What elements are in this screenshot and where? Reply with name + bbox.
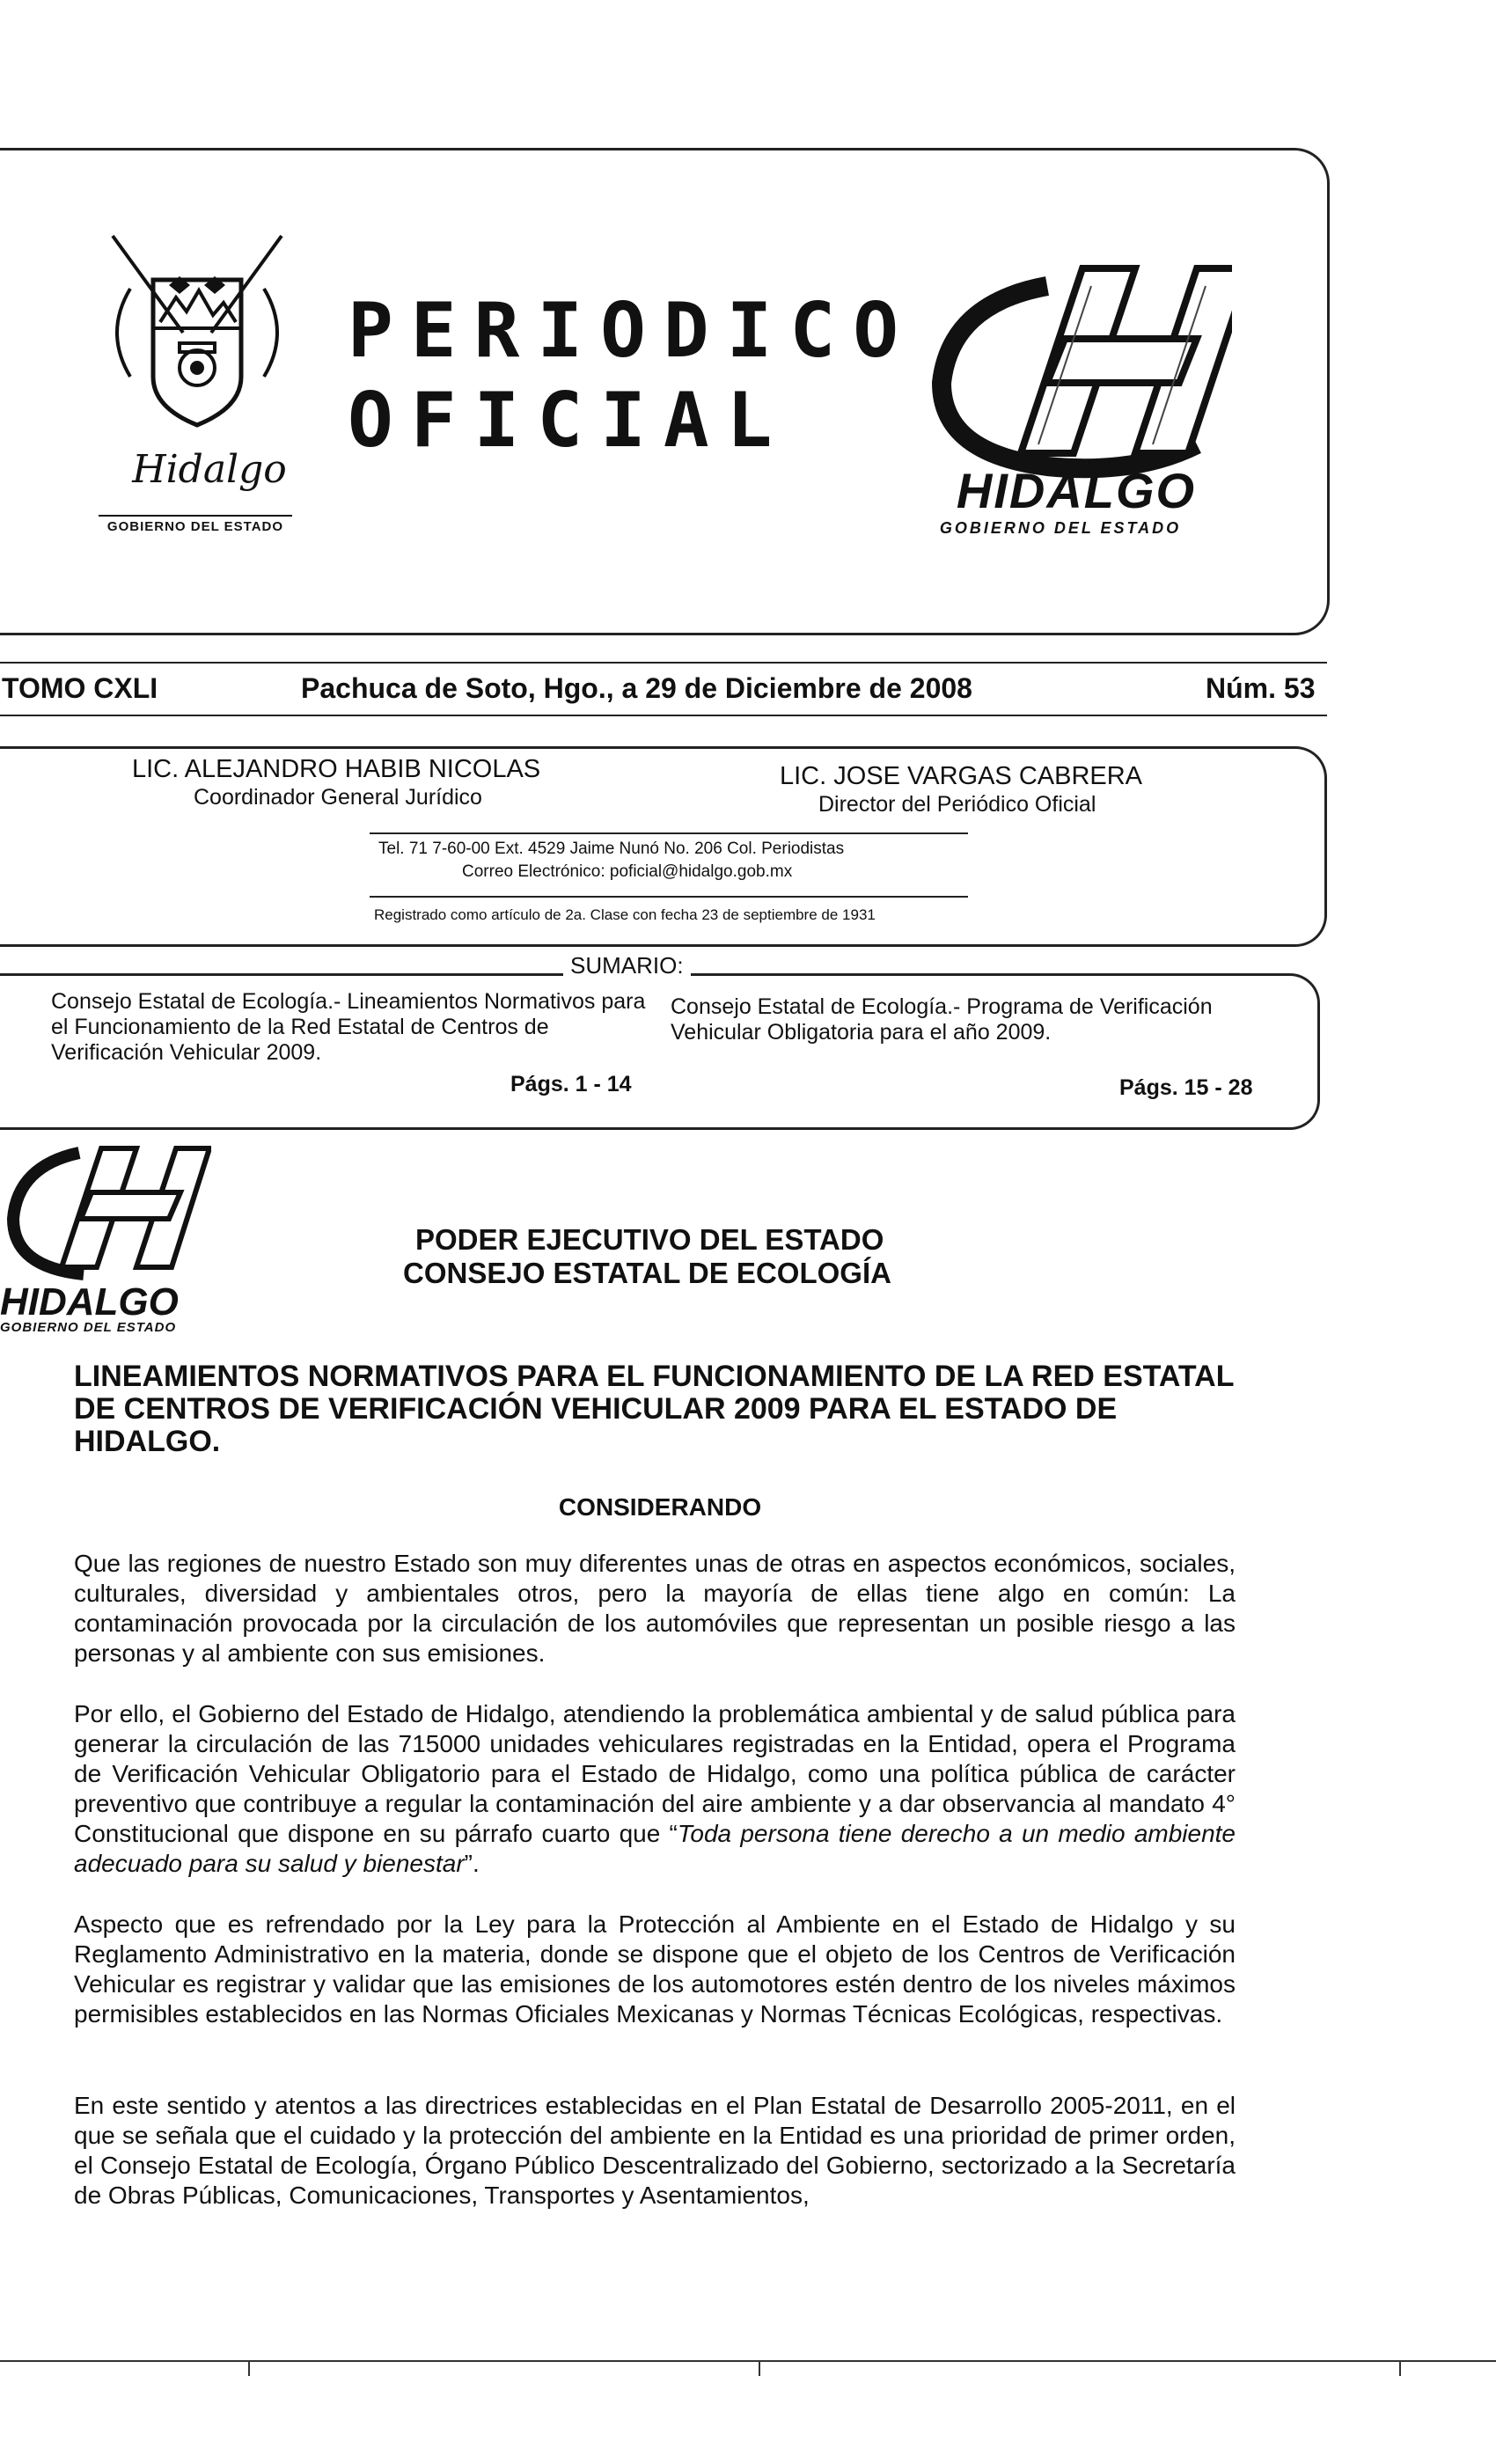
footer-tick [759,2360,760,2376]
small-logo-text: HIDALGO [0,1280,179,1324]
footer-tick [248,2360,250,2376]
paragraph-2 [74,1699,1236,1879]
title-line-1: PERIODICO [348,287,916,375]
coat-of-arms-icon [95,227,299,482]
logo-caption: GOBIERNO DEL ESTADO [939,519,1182,537]
tomo-label: TOMO CXLI [2,672,158,704]
paragraph-4: En este sentido y atentos a las directrices establecidas en el Plan Estatal de Desarrollo 2005-2011, en el que se señala que el cuidado y la protección del ambiente en la Entidad es una prioridad de primer orden, el Consejo Estatal de Ecología, Órgano Público Descentralizado del Gobierno, sectorizado a la Secretaría de Obras Públicas, Comunicaciones, Transportes y Asentamientos, [74,2092,1236,2209]
footer-tick [1399,2360,1401,2376]
contact-email: Correo Electrónico: poficial@hidalgo.gob.mx [462,862,793,881]
paragraph-2-tail: ”. [464,1850,480,1877]
summary-title: SUMARIO: [563,952,691,979]
paragraph-1: Que las regiones de nuestro Estado son muy diferentes unas de otras en aspectos económicos, sociales, culturales, diversidad y ambientales otros, pero la mayoría de ellas tiene algo en común: La contaminación provocada por la circulación de los automóviles que representan un posible riesgo a las personas y al ambiente con sus emisiones. [74,1550,1236,1667]
summary-item-1-pages: Págs. 1 - 14 [510,1072,632,1096]
director-role: Director del Periódico Oficial [818,792,1096,817]
place-date: Pachuca de Soto, Hgo., a 29 de Diciembre de 2008 [301,672,972,704]
issue-rule-bottom [0,715,1327,716]
hidalgo-h-small-logo-icon [0,1135,211,1289]
title-line-2: OFICIAL [348,377,790,465]
summary-item-2-pages: Págs. 15 - 28 [1119,1075,1253,1100]
state-script-logo: Hidalgo [132,447,287,492]
summary-item-2: Consejo Estatal de Ecología.- Programa de Verificación Vehicular Obligatoria para el año 2009. [671,994,1213,1045]
coordinator-role: Coordinador General Jurídico [194,785,482,810]
issue-number: Núm. 53 [1206,672,1316,704]
paragraph-3: Aspecto que es refrendado por la Ley para la Protección al Ambiente en el Estado de Hidalgo y su Reglamento Administrativo en la materia, donde se dispone que el objeto de los Centros de Verificación Vehicular es registrar y validar que las emisiones de los automotores estén dentro de los niveles máximos permisibles establecidos en las Normas Oficiales Mexicanas y Normas Técnicas Ecológicas, respectivas. [74,1910,1236,2028]
paragraph-2-text: Por ello, el Gobierno del Estado de Hidalgo, atendiendo la problemática ambiental y de salud pública para generar la circulación de las 715000 unidades vehiculares registradas en la Entidad, opera el Programa de Verificación Vehicular Obligatorio para el Estado de Hidalgo, como una política pública de carácter preventivo que contribuye a regular la contaminación del aire ambiente y a dar observancia al mandato 4° Constitucional que dispone en su párrafo cuarto que “ [74,1700,1236,1847]
contact-rule [370,832,968,834]
coordinator-name: LIC. ALEJANDRO HABIB NICOLAS [132,755,541,783]
issue-line [0,672,1327,708]
issue-rule-top [0,662,1327,664]
newspaper-title [348,286,916,466]
paragraph-2-quote: Toda persona tiene derecho a un medio ambiente adecuado para su salud y bienestar [74,1820,1236,1877]
considerando-heading: CONSIDERANDO [558,1493,762,1521]
executive-power-heading: PODER EJECUTIVO DEL ESTADO [415,1223,884,1256]
registration-rule [370,896,968,898]
contact-phone-address: Tel. 71 7-60-00 Ext. 4529 Jaime Nunó No. 206 Col. Periodistas [378,840,845,858]
footer-rule [0,2360,1496,2362]
registration-note: Registrado como artículo de 2a. Clase con fecha 23 de septiembre de 1931 [374,906,876,923]
logo-text: HIDALGO [956,463,1197,518]
state-caption: GOBIERNO DEL ESTADO [99,515,292,534]
document-title: LINEAMIENTOS NORMATIVOS PARA EL FUNCIONAMIENTO DE LA RED ESTATAL DE CENTROS DE VERIFICACIÓN VEHICULAR 2009 PARA EL ESTADO DE HIDALGO. [74,1360,1234,1458]
small-logo-caption: GOBIERNO DEL ESTADO [0,1320,177,1335]
ecology-council-heading: CONSEJO ESTATAL DE ECOLOGÍA [403,1257,891,1289]
director-name: LIC. JOSE VARGAS CABRERA [780,762,1143,790]
summary-item-1: Consejo Estatal de Ecología.- Lineamientos Normativos para el Funcionamiento de la Red Estatal de Centros de Verificación Vehicular 2009. [51,989,646,1065]
